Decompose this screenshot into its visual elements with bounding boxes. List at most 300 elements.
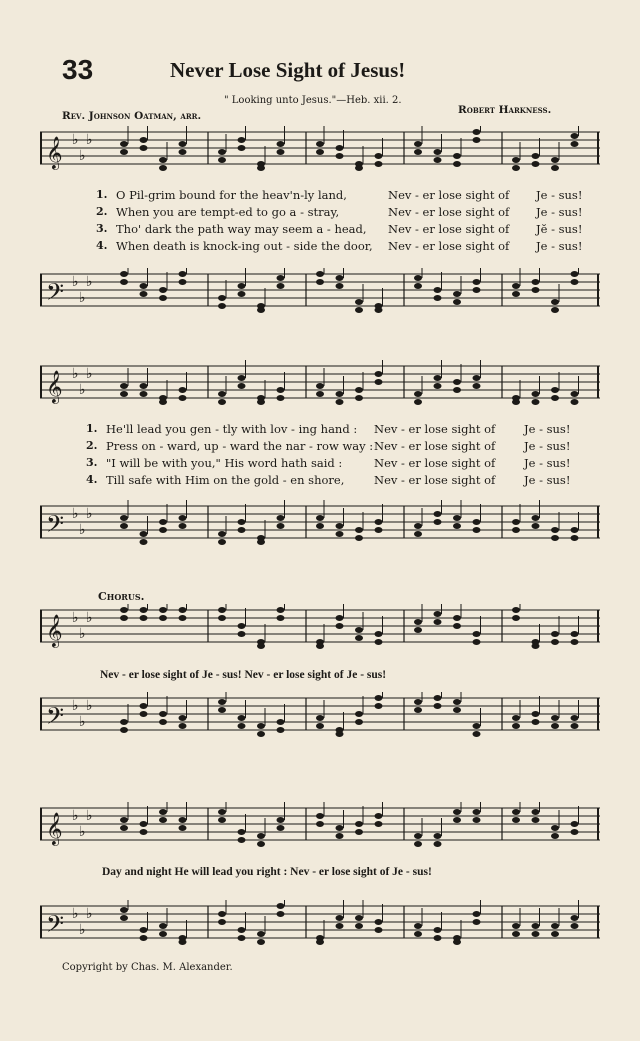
note-head — [179, 271, 187, 277]
note-head — [551, 157, 559, 163]
verse-block-2: 1. He'll lead you gen - tly with lov - ing hand : Nev - er lose sight of Je - sus! 2. Press on - ward, up - ward the nar - row way : Nev - er lose sight of Je - sus! 3. "I will be with you," His word hath said : Nev - er lose sight of Je - sus! 4. Till safe with Him on the gold - en shore, Nev - er lose sight of Je - sus! — [86, 422, 571, 487]
note-head — [512, 157, 520, 163]
note-head — [375, 527, 383, 533]
note-head — [179, 939, 187, 945]
note-head — [257, 307, 265, 313]
note-head — [453, 153, 461, 159]
note-head — [120, 515, 128, 521]
note-head — [140, 539, 148, 545]
note-head — [277, 395, 285, 401]
note-head — [159, 711, 167, 717]
note-head — [218, 303, 226, 309]
note-head — [316, 715, 324, 721]
note-head — [120, 523, 128, 529]
note-head — [355, 635, 363, 641]
note-head — [571, 639, 579, 645]
note-head — [218, 295, 226, 301]
note-head — [355, 387, 363, 393]
scripture-reference: " Looking unto Jesus."—Heb. xii. 2. — [224, 95, 402, 106]
note-head — [355, 299, 363, 305]
note-head — [277, 719, 285, 725]
note-head — [179, 817, 187, 823]
note-head — [473, 731, 481, 737]
flat-icon: ♭ — [72, 698, 79, 714]
note-head — [414, 149, 422, 155]
note-head — [218, 809, 226, 815]
note-head — [532, 809, 540, 815]
note-head — [120, 391, 128, 397]
note-head — [453, 809, 461, 815]
note-head — [277, 615, 285, 621]
note-head — [355, 711, 363, 717]
note-head — [159, 165, 167, 171]
note-head — [316, 279, 324, 285]
note-head — [218, 539, 226, 545]
note-head — [532, 719, 540, 725]
note-head — [140, 615, 148, 621]
note-head — [140, 531, 148, 537]
bass-clef-icon: 𝄢 — [46, 278, 65, 311]
note-head — [336, 833, 344, 839]
lyricist-credit: Rev. Johnson Oatman, arr. — [62, 110, 202, 122]
note-head — [571, 527, 579, 533]
note-head — [473, 919, 481, 925]
note-head — [238, 837, 246, 843]
flat-icon: ♭ — [79, 148, 86, 164]
note-head — [375, 703, 383, 709]
note-head — [159, 295, 167, 301]
note-head — [159, 399, 167, 405]
note-head — [473, 287, 481, 293]
note-head — [375, 821, 383, 827]
bass-clef-icon: 𝄢 — [46, 510, 65, 543]
note-head — [375, 307, 383, 313]
note-head — [453, 939, 461, 945]
note-head — [414, 627, 422, 633]
note-head — [434, 383, 442, 389]
note-head — [453, 699, 461, 705]
note-head — [414, 141, 422, 147]
note-head — [140, 383, 148, 389]
note-head — [316, 383, 324, 389]
note-head — [512, 607, 520, 613]
note-head — [453, 615, 461, 621]
note-head — [277, 523, 285, 529]
note-head — [414, 931, 422, 937]
note-head — [120, 817, 128, 823]
note-head — [238, 283, 246, 289]
note-head — [375, 631, 383, 637]
note-head — [140, 711, 148, 717]
note-head — [238, 935, 246, 941]
note-head — [316, 643, 324, 649]
treble-staff-3 — [40, 604, 600, 664]
note-head — [238, 383, 246, 389]
note-head — [434, 927, 442, 933]
note-head — [355, 821, 363, 827]
note-head — [375, 813, 383, 819]
note-head — [473, 723, 481, 729]
treble-staff-4 — [40, 802, 600, 862]
staff-lines — [40, 360, 600, 420]
note-head — [238, 137, 246, 143]
note-head — [336, 915, 344, 921]
note-head — [179, 615, 187, 621]
note-head — [159, 923, 167, 929]
note-head — [532, 711, 540, 717]
note-head — [218, 707, 226, 713]
note-head — [551, 723, 559, 729]
note-head — [159, 607, 167, 613]
bass-staff-2 — [40, 500, 600, 560]
note-head — [277, 275, 285, 281]
flat-icon: ♭ — [72, 906, 79, 922]
flat-icon: ♭ — [72, 610, 79, 626]
note-head — [140, 607, 148, 613]
note-head — [434, 157, 442, 163]
note-head — [473, 519, 481, 525]
note-head — [532, 931, 540, 937]
treble-clef-icon: 𝄞 — [46, 370, 63, 403]
note-head — [551, 631, 559, 637]
note-head — [551, 639, 559, 645]
staff-lines — [40, 900, 600, 960]
note-head — [277, 141, 285, 147]
note-head — [238, 291, 246, 297]
note-head — [316, 821, 324, 827]
note-head — [453, 707, 461, 713]
bass-clef-icon: 𝄢 — [46, 910, 65, 943]
note-head — [120, 915, 128, 921]
note-head — [434, 611, 442, 617]
note-head — [355, 915, 363, 921]
note-head — [375, 919, 383, 925]
note-head — [316, 141, 324, 147]
note-head — [434, 695, 442, 701]
note-head — [375, 519, 383, 525]
note-head — [473, 279, 481, 285]
note-head — [512, 715, 520, 721]
note-head — [257, 723, 265, 729]
note-head — [316, 723, 324, 729]
note-head — [434, 295, 442, 301]
note-head — [238, 927, 246, 933]
note-head — [375, 161, 383, 167]
note-head — [238, 519, 246, 525]
note-head — [355, 829, 363, 835]
note-head — [355, 719, 363, 725]
note-head — [375, 639, 383, 645]
treble-clef-icon: 𝄞 — [46, 136, 63, 169]
note-head — [336, 825, 344, 831]
note-head — [120, 149, 128, 155]
note-head — [179, 825, 187, 831]
staff-lines — [40, 692, 600, 752]
note-head — [159, 527, 167, 533]
note-head — [179, 515, 187, 521]
note-head — [140, 927, 148, 933]
flat-icon: ♭ — [79, 922, 86, 938]
note-head — [414, 923, 422, 929]
note-head — [532, 391, 540, 397]
chorus-lyric-line-2: Day and night He will lead you right : Nev - er lose sight of Je - sus! — [102, 866, 432, 878]
note-head — [140, 703, 148, 709]
note-head — [159, 519, 167, 525]
note-head — [453, 387, 461, 393]
staff-lines — [40, 604, 600, 664]
note-head — [453, 817, 461, 823]
note-head — [336, 531, 344, 537]
note-head — [532, 161, 540, 167]
note-head — [159, 157, 167, 163]
note-head — [336, 153, 344, 159]
note-head — [453, 523, 461, 529]
note-head — [336, 283, 344, 289]
note-head — [571, 715, 579, 721]
note-head — [140, 391, 148, 397]
note-head — [414, 391, 422, 397]
note-head — [453, 379, 461, 385]
note-head — [218, 817, 226, 823]
note-head — [140, 145, 148, 151]
note-head — [532, 817, 540, 823]
staff-lines — [40, 268, 600, 328]
flat-icon: ♭ — [86, 132, 93, 148]
note-head — [277, 817, 285, 823]
note-head — [571, 923, 579, 929]
note-head — [532, 523, 540, 529]
note-head — [257, 165, 265, 171]
note-head — [512, 931, 520, 937]
note-head — [551, 387, 559, 393]
note-head — [571, 133, 579, 139]
note-head — [316, 515, 324, 521]
flat-icon: ♭ — [86, 506, 93, 522]
note-head — [414, 283, 422, 289]
note-head — [336, 399, 344, 405]
flat-icon: ♭ — [86, 698, 93, 714]
note-head — [336, 615, 344, 621]
note-head — [551, 923, 559, 929]
note-head — [316, 149, 324, 155]
flat-icon: ♭ — [72, 366, 79, 382]
note-head — [257, 731, 265, 737]
note-head — [375, 927, 383, 933]
bass-staff-1 — [40, 268, 600, 328]
note-head — [532, 923, 540, 929]
note-head — [532, 399, 540, 405]
note-head — [218, 607, 226, 613]
note-head — [473, 375, 481, 381]
note-head — [140, 291, 148, 297]
note-head — [571, 141, 579, 147]
flat-icon: ♭ — [79, 824, 86, 840]
note-head — [414, 699, 422, 705]
note-head — [473, 383, 481, 389]
note-head — [551, 395, 559, 401]
note-head — [571, 535, 579, 541]
note-head — [434, 833, 442, 839]
note-head — [473, 911, 481, 917]
note-head — [414, 833, 422, 839]
note-head — [551, 307, 559, 313]
note-head — [512, 817, 520, 823]
note-head — [257, 841, 265, 847]
note-head — [179, 607, 187, 613]
note-head — [179, 279, 187, 285]
note-head — [336, 275, 344, 281]
note-head — [512, 399, 520, 405]
note-head — [414, 399, 422, 405]
hymn-number: 33 — [62, 54, 94, 85]
note-head — [336, 623, 344, 629]
note-head — [551, 825, 559, 831]
note-head — [120, 727, 128, 733]
note-head — [473, 639, 481, 645]
note-head — [179, 387, 187, 393]
note-head — [140, 137, 148, 143]
note-head — [277, 515, 285, 521]
note-head — [355, 535, 363, 541]
note-head — [179, 723, 187, 729]
note-head — [336, 391, 344, 397]
note-head — [179, 149, 187, 155]
note-head — [218, 911, 226, 917]
note-head — [355, 627, 363, 633]
treble-staff-1 — [40, 126, 600, 186]
note-head — [336, 145, 344, 151]
note-head — [551, 833, 559, 839]
note-head — [257, 399, 265, 405]
note-head — [571, 829, 579, 835]
note-head — [238, 527, 246, 533]
note-head — [120, 907, 128, 913]
treble-clef-icon: 𝄞 — [46, 614, 63, 647]
treble-clef-icon: 𝄞 — [46, 812, 63, 845]
flat-icon: ♭ — [72, 808, 79, 824]
flat-icon: ♭ — [86, 366, 93, 382]
treble-staff-2 — [40, 360, 600, 420]
note-head — [551, 527, 559, 533]
note-head — [316, 391, 324, 397]
note-head — [532, 515, 540, 521]
note-head — [159, 817, 167, 823]
note-head — [551, 165, 559, 171]
note-head — [257, 833, 265, 839]
note-head — [257, 643, 265, 649]
flat-icon: ♭ — [79, 290, 86, 306]
note-head — [277, 911, 285, 917]
note-head — [238, 829, 246, 835]
note-head — [473, 809, 481, 815]
note-head — [120, 615, 128, 621]
bass-clef-icon: 𝄢 — [46, 702, 65, 735]
note-head — [277, 387, 285, 393]
note-head — [551, 535, 559, 541]
note-head — [512, 527, 520, 533]
note-head — [159, 287, 167, 293]
note-head — [571, 821, 579, 827]
note-head — [473, 817, 481, 823]
note-head — [257, 939, 265, 945]
note-head — [571, 391, 579, 397]
note-head — [414, 275, 422, 281]
staff-lines — [40, 500, 600, 560]
flat-icon: ♭ — [86, 808, 93, 824]
note-head — [512, 165, 520, 171]
note-head — [120, 141, 128, 147]
note-head — [218, 699, 226, 705]
note-head — [120, 825, 128, 831]
note-head — [414, 619, 422, 625]
note-head — [355, 165, 363, 171]
note-head — [218, 919, 226, 925]
note-head — [375, 153, 383, 159]
note-head — [140, 829, 148, 835]
note-head — [238, 631, 246, 637]
flat-icon: ♭ — [79, 382, 86, 398]
note-head — [532, 643, 540, 649]
note-head — [316, 939, 324, 945]
note-head — [434, 519, 442, 525]
flat-icon: ♭ — [79, 714, 86, 730]
note-head — [277, 727, 285, 733]
flat-icon: ♭ — [86, 610, 93, 626]
note-head — [159, 719, 167, 725]
note-head — [140, 821, 148, 827]
note-head — [140, 283, 148, 289]
note-head — [512, 291, 520, 297]
note-head — [571, 279, 579, 285]
note-head — [159, 809, 167, 815]
note-head — [512, 723, 520, 729]
flat-icon: ♭ — [86, 274, 93, 290]
hymn-title: Never Lose Sight of Jesus! — [170, 58, 406, 82]
flat-icon: ♭ — [72, 274, 79, 290]
note-head — [532, 279, 540, 285]
note-head — [434, 511, 442, 517]
note-head — [512, 809, 520, 815]
note-head — [434, 287, 442, 293]
note-head — [414, 841, 422, 847]
note-head — [257, 931, 265, 937]
note-head — [355, 395, 363, 401]
verse-block-1: 1. O Pil-grim bound for the heav'n-ly land, Nev - er lose sight of Je - sus! 2. When you are tempt-ed to go a - stray, Nev - er lose sight of Je - sus! 3. Tho' dark the path way may seem a - head, Nev - er lose sight of Jĕ - sus! 4. When death is knock-ing out - side the door, Nev - er lose sight of Je - sus! — [96, 188, 583, 253]
note-head — [277, 283, 285, 289]
note-head — [277, 149, 285, 155]
note-head — [434, 375, 442, 381]
note-head — [238, 375, 246, 381]
note-head — [218, 399, 226, 405]
flat-icon: ♭ — [86, 906, 93, 922]
note-head — [159, 615, 167, 621]
flat-icon: ♭ — [72, 132, 79, 148]
note-head — [218, 149, 226, 155]
chorus-lyric-line-1: Nev - er lose sight of Je - sus! Nev - er lose sight of Je - sus! — [100, 669, 387, 681]
note-head — [140, 935, 148, 941]
note-head — [375, 695, 383, 701]
note-head — [571, 723, 579, 729]
composer-credit: Robert Harkness. — [458, 104, 552, 116]
note-head — [571, 915, 579, 921]
note-head — [238, 715, 246, 721]
note-head — [434, 703, 442, 709]
note-head — [218, 391, 226, 397]
note-head — [571, 399, 579, 405]
note-head — [551, 931, 559, 937]
note-head — [473, 137, 481, 143]
note-head — [218, 157, 226, 163]
